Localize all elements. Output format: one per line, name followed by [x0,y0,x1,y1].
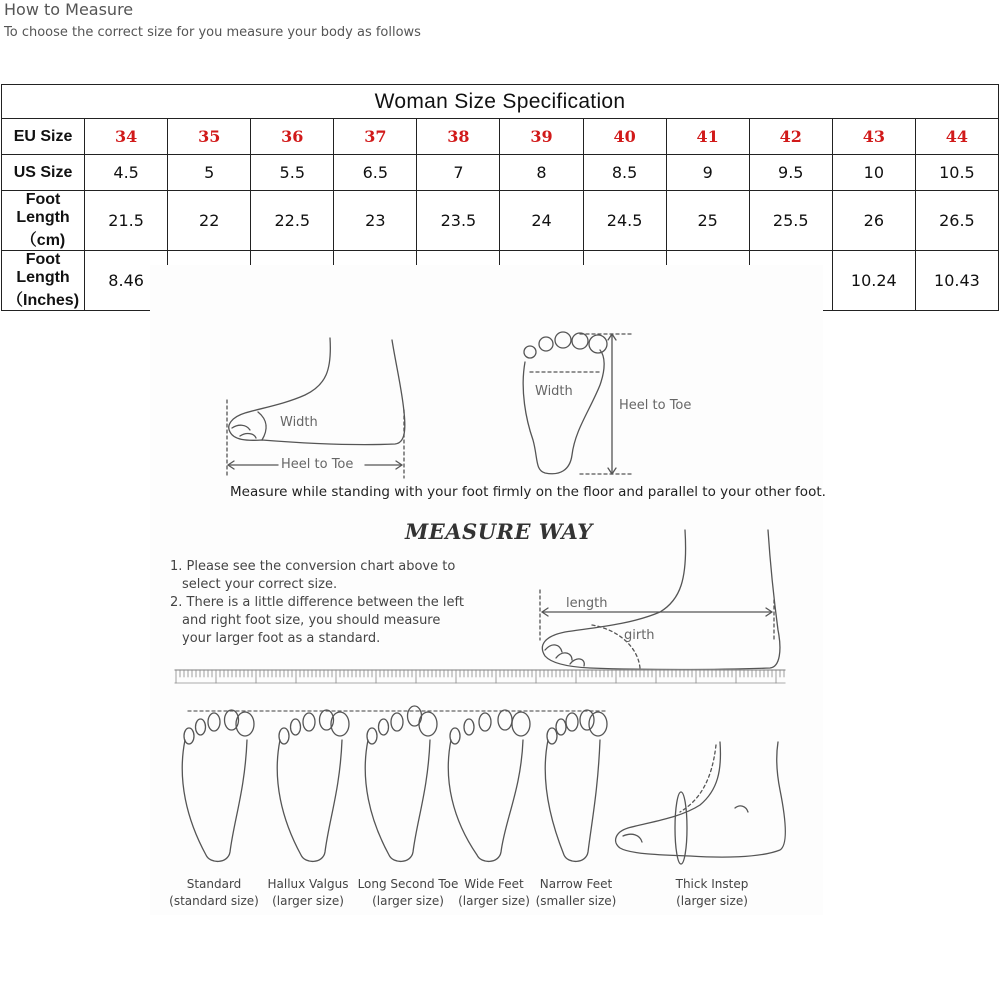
table-cell: 8 [500,155,583,191]
table-cell: 25 [666,191,749,251]
row-label: US Size [2,155,85,191]
row-label: EU Size [2,119,85,155]
row-label: Foot Length（cm) [2,191,85,251]
instruction-line: and right foot size, you should measure [182,613,441,628]
sole-outline-icon [182,710,254,861]
table-cell: 22 [168,191,251,251]
foot-type-note: (larger size) [372,894,444,908]
table-cell: 35 [168,119,251,155]
table-cell: 10.24 [832,251,915,311]
side-width-label: Width [280,415,318,430]
table-cell: 40 [583,119,666,155]
sole-foot-icon [523,332,632,474]
table-cell: 24 [500,191,583,251]
table-cell: 25.5 [749,191,832,251]
table-cell: 39 [500,119,583,155]
sole-outline-icon [448,710,530,861]
table-cell: 22.5 [251,191,334,251]
foot-type-caption [530,876,622,910]
table-cell: 10.43 [915,251,998,311]
sole-width-label: Width [535,384,573,399]
table-cell: 9 [666,155,749,191]
sole-outline-icon [365,706,437,861]
side-length-label: Heel to Toe [281,457,354,472]
table-cell: 23.5 [417,191,500,251]
table-cell: 21.5 [85,191,168,251]
how-to-subtitle: To choose the correct size for you measure your body as follows [4,25,421,40]
foot-type-caption [448,876,540,910]
instruction-line: your larger foot as a standard. [182,631,381,646]
instruction-line: select your correct size. [182,577,338,592]
thick-instep-foot-icon [616,742,786,864]
table-cell: 36 [251,119,334,155]
table-title: Woman Size Specification [2,85,999,119]
foot-type-caption [356,876,460,910]
sole-outline-icon [277,710,349,861]
sole-length-label: Heel to Toe [619,398,692,413]
table-cell: 8.5 [583,155,666,191]
table-cell: 4.5 [85,155,168,191]
foot-type-caption [666,876,758,910]
table-cell: 42 [749,119,832,155]
foot-type-note: (larger size) [272,894,344,908]
foot-type-name: Wide Feet [464,877,524,891]
table-cell: 5 [168,155,251,191]
table-cell: 9.5 [749,155,832,191]
table-cell: 41 [666,119,749,155]
table-cell: 8.46 [85,251,168,311]
foot-type-name: Standard [186,877,242,891]
foot-type-note: (smaller size) [535,894,617,908]
foot-type-name: Thick Instep [675,877,749,891]
foot-type-name: Long Second Toe [357,877,459,891]
table-cell: 43 [832,119,915,155]
table-cell: 26.5 [915,191,998,251]
table-cell: 6.5 [334,155,417,191]
table-cell: 24.5 [583,191,666,251]
measure-way-title: MEASURE WAY [405,519,593,544]
instruction-line: 1. Please see the conversion chart above to [170,559,456,574]
standing-note: Measure while standing with your foot firmly on the floor and parallel to your other foot. [230,484,826,500]
how-to-title: How to Measure [4,0,134,19]
table-cell: 10 [832,155,915,191]
table-cell: 5.5 [251,155,334,191]
instruction-line: 2. There is a little difference between the left [170,595,464,610]
foot-type-name: Hallux Valgus [267,877,349,891]
foot-type-caption [168,876,260,910]
table-cell: 10.5 [915,155,998,191]
table-cell: 37 [334,119,417,155]
length-label: length [566,596,608,611]
girth-label: girth [624,628,655,643]
table-cell: 26 [832,191,915,251]
foot-type-name: Narrow Feet [539,877,613,891]
table-cell: 34 [85,119,168,155]
table-cell: 7 [417,155,500,191]
row-label: Foot Length（Inches) [2,251,85,311]
foot-type-note: (standard size) [169,894,259,908]
foot-type-caption [262,876,354,910]
table-cell: 23 [334,191,417,251]
sole-outline-icon [545,710,607,861]
table-cell: 44 [915,119,998,155]
foot-type-note: (larger size) [676,894,748,908]
foot-type-note: (larger size) [458,894,530,908]
table-cell: 38 [417,119,500,155]
